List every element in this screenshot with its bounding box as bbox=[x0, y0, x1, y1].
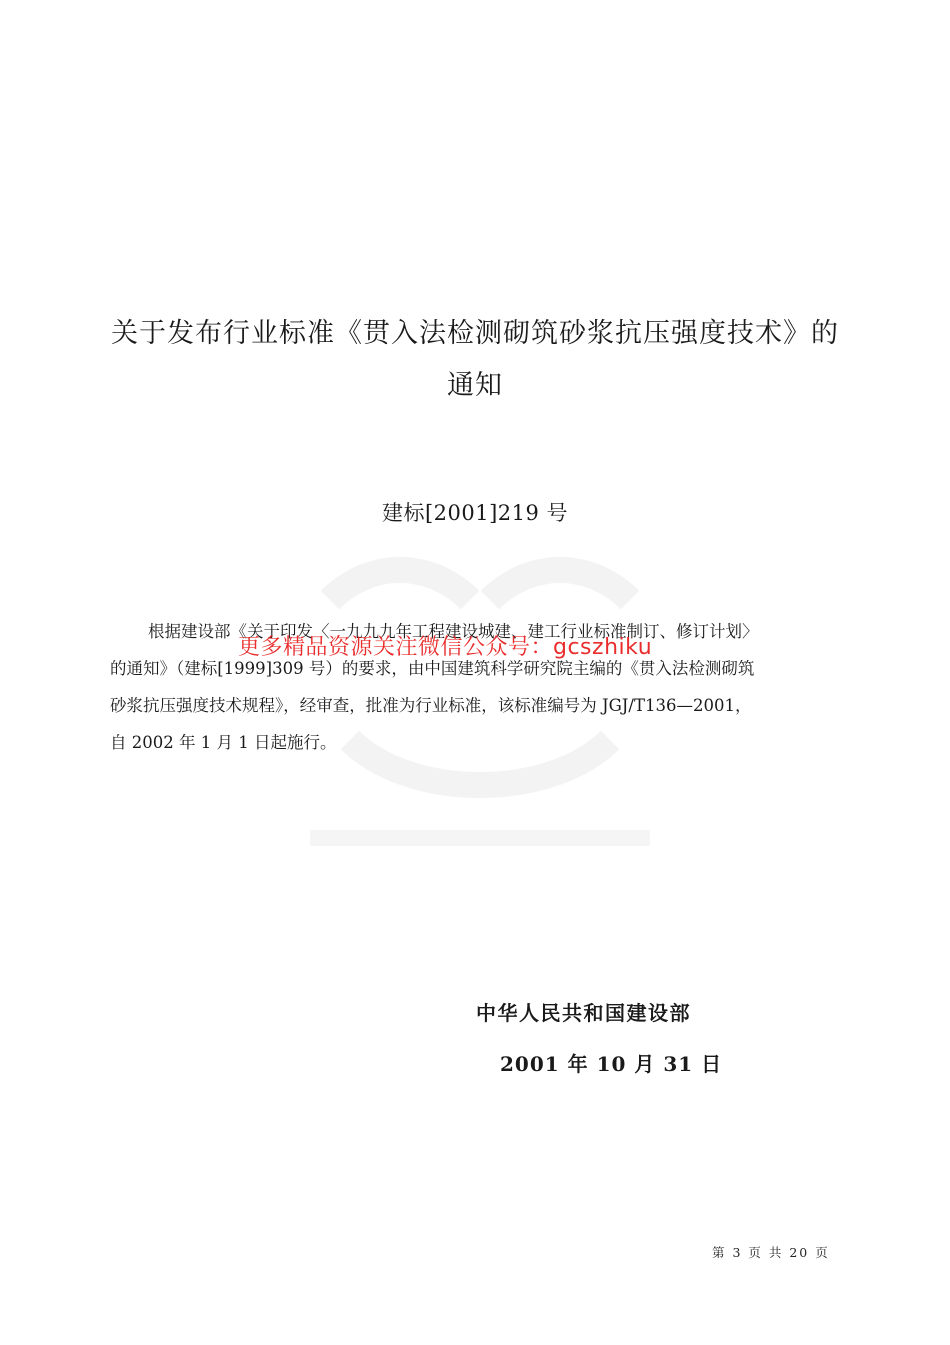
document-number: 建标[2001]219 号 bbox=[381, 501, 569, 525]
notice-title-line2: 通知 bbox=[447, 370, 503, 401]
body-text-line: 根据建设部《关于印发〈一九九九年工程建设城建、建工行业标准制订、修订计划〉 bbox=[148, 622, 759, 641]
issue-date: 2001 年 10 月 31 日 bbox=[500, 1052, 723, 1076]
body-text-line: 砂浆抗压强度技术规程》，经审查，批准为行业标准，该标准编号为 JGJ/T136—2001， bbox=[110, 696, 752, 715]
body-text-line: 自 2002 年 1 月 1 日起施行。 bbox=[110, 733, 337, 752]
red-watermark-text: 更多精品资源关注微信公众号：gcszhiku bbox=[238, 635, 653, 660]
page-number-footer: 第 3 页 共 20 页 bbox=[712, 1245, 830, 1260]
notice-title-line1: 关于发布行业标准《贯入法检测砌筑砂浆抗压强度技术》的 bbox=[111, 318, 839, 349]
issuer-signature: 中华人民共和国建设部 bbox=[476, 1001, 691, 1025]
body-text-line: 的通知》（建标[1999]309 号）的要求，由中国建筑科学研究院主编的《贯入法检测砌筑 bbox=[110, 659, 755, 678]
